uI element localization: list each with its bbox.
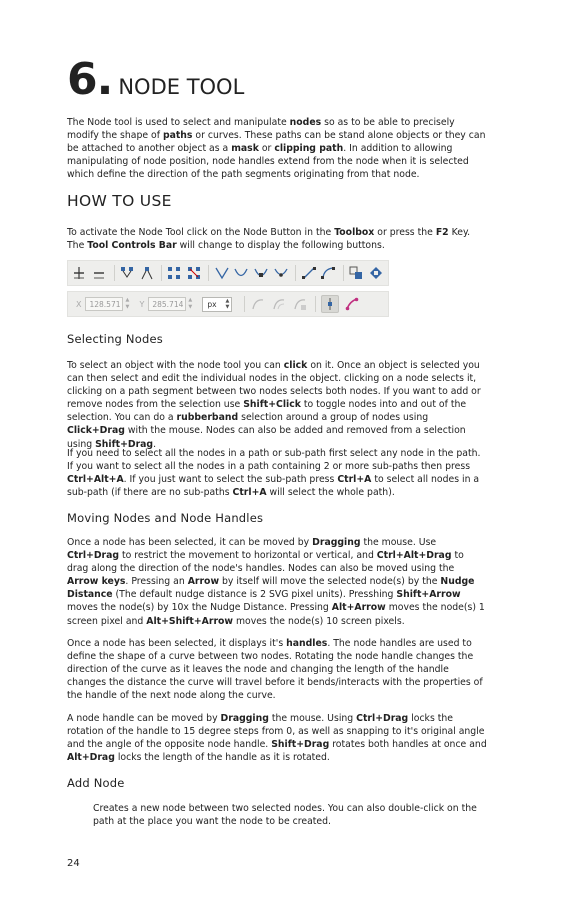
break-path-icon[interactable]	[139, 265, 154, 281]
y-coordinate-input[interactable]: 285.714	[148, 297, 186, 311]
chapter-heading	[67, 54, 244, 105]
section-heading-how-to-use: HOW TO USE	[67, 192, 172, 210]
toolbar-separator	[208, 265, 209, 281]
delete-node-icon[interactable]	[92, 265, 107, 281]
mask-icon[interactable]	[292, 296, 308, 312]
moving-paragraph-3: A node handle can be moved by Dragging the mouse. Using Ctrl+Drag locks the rotation of the handle to 15 degree steps from 0, as well as snapping to it's original angle and the angle of the opposite node handle. Shift+Drag rotates both handles at once and Alt+Drag locks the length of the handle as it is rotated.	[67, 713, 487, 764]
moving-paragraph-2: Once a node has been selected, it displays it's handles. The node handles are used to define the shape of a curve between two nodes. Rotating the node handle changes the direction of the curve as it leaves the node and changing the length of the handle changes the distance the curve will travel before it bends/interacts with the properties of the handle of the next node along the curve.	[67, 638, 483, 702]
toolbar-separator	[315, 296, 316, 312]
join-nodes-icon[interactable]	[119, 265, 134, 281]
y-spin-buttons[interactable]: ▲ ▼	[188, 297, 193, 310]
how-to-use-paragraph: To activate the Node Tool click on the Node Button in the Toolbox or press the F2 Key. The Tool Controls Bar will change to display the following buttons.	[67, 227, 471, 252]
segment-line-icon[interactable]	[301, 265, 316, 281]
x-coordinate-label: X	[76, 299, 82, 309]
clip-path-icon[interactable]	[271, 296, 287, 312]
x-spin-buttons[interactable]: ▲ ▼	[125, 297, 130, 310]
intro-paragraph: The Node tool is used to select and manipulate nodes so as to be able to precisely modify the shape of paths or curves. These paths can be stand alone objects or they can be attached to another object as a mask or clipping path. In addition to allowing manipulating of node position, node handles extend from the node when it is selected which define the direction of the path segments originating from that node.	[67, 117, 486, 181]
segment-curve-icon[interactable]	[321, 265, 336, 281]
moving-paragraph-1: Once a node has been selected, it can be moved by Dragging the mouse. Use Ctrl+Drag to restrict the movement to horizontal or vertical, and Ctrl+Alt+Drag to drag along the direction of the node's handles. Nodes can also be moved using the Arrow keys. Pressing an Arrow by itself will move the selected node(s) by the Nudge Distance (The default nudge distance is 2 SVG pixel units). Presshing Shift+Arrow moves the node(s) by 10x the Nudge Distance. Pressing Alt+Arrow moves the node(s) 1 screen pixel and Alt+Shift+Arrow moves the node(s) 10 screen pixels.	[67, 537, 485, 627]
x-coordinate-input[interactable]: 128.571	[85, 297, 123, 311]
toolbar-separator	[114, 265, 115, 281]
unit-dropdown-icon: ▲ ▼	[225, 298, 230, 310]
selecting-paragraph-1: To select an object with the node tool you can click on it. Once an object is selected you can then select and edit the individual nodes in the object. clicking on a node selects it, clicking on a path segment between two nodes selects both nodes. If you want to add or remove nodes from the selection use Shift+Click to toggle nodes into and out of the selection. You can do a rubberband selection around a group of nodes using Click+Drag with the mouse. Nodes can also be added and removed from a selection using Shift+Drag.	[67, 360, 481, 450]
node-toolbar-row-2	[67, 291, 389, 317]
node-toolbar-row-1	[67, 260, 389, 286]
next-path-effect-icon[interactable]	[250, 296, 266, 312]
symmetric-node-icon[interactable]	[254, 265, 269, 281]
toolbar-separator	[244, 296, 245, 312]
unit-value: px	[207, 299, 217, 309]
auto-smooth-node-icon[interactable]	[274, 265, 289, 281]
section-heading-add-node: Add Node	[67, 776, 125, 790]
smooth-node-icon[interactable]	[234, 265, 249, 281]
cusp-node-icon[interactable]	[214, 265, 229, 281]
toolbar-separator	[161, 265, 162, 281]
unit-select[interactable]	[202, 297, 232, 312]
section-heading-selecting-nodes: Selecting Nodes	[67, 332, 163, 346]
show-handles-icon[interactable]	[321, 295, 339, 313]
chapter-title: NODE TOOL	[118, 75, 245, 99]
toolbar-separator	[295, 265, 296, 281]
object-to-path-icon[interactable]	[349, 265, 364, 281]
stroke-to-path-icon[interactable]	[368, 265, 383, 281]
section-heading-moving-nodes: Moving Nodes and Node Handles	[67, 511, 264, 525]
chapter-number: 6.	[67, 54, 113, 105]
insert-node-icon[interactable]	[72, 265, 87, 281]
toolbar-separator	[343, 265, 344, 281]
page-number: 24	[67, 858, 80, 869]
join-endnodes-segment-icon[interactable]	[167, 265, 182, 281]
show-outline-icon[interactable]	[344, 296, 360, 312]
delete-segment-icon[interactable]	[187, 265, 202, 281]
y-coordinate-label: Y	[139, 299, 145, 309]
selecting-paragraph-2: If you need to select all the nodes in a path or sub-path first select any node in the path. If you want to select all the nodes in a path containing 2 or more sub-paths then press Ctrl+Alt+A. If you just want to select the sub-path press Ctrl+A to select all nodes in a sub-path (if there are no sub-paths Ctrl+A will select the whole path).	[67, 448, 481, 499]
add-node-paragraph: Creates a new node between two selected nodes. You can also double-click on the path at the place you want the node to be created.	[93, 803, 477, 828]
